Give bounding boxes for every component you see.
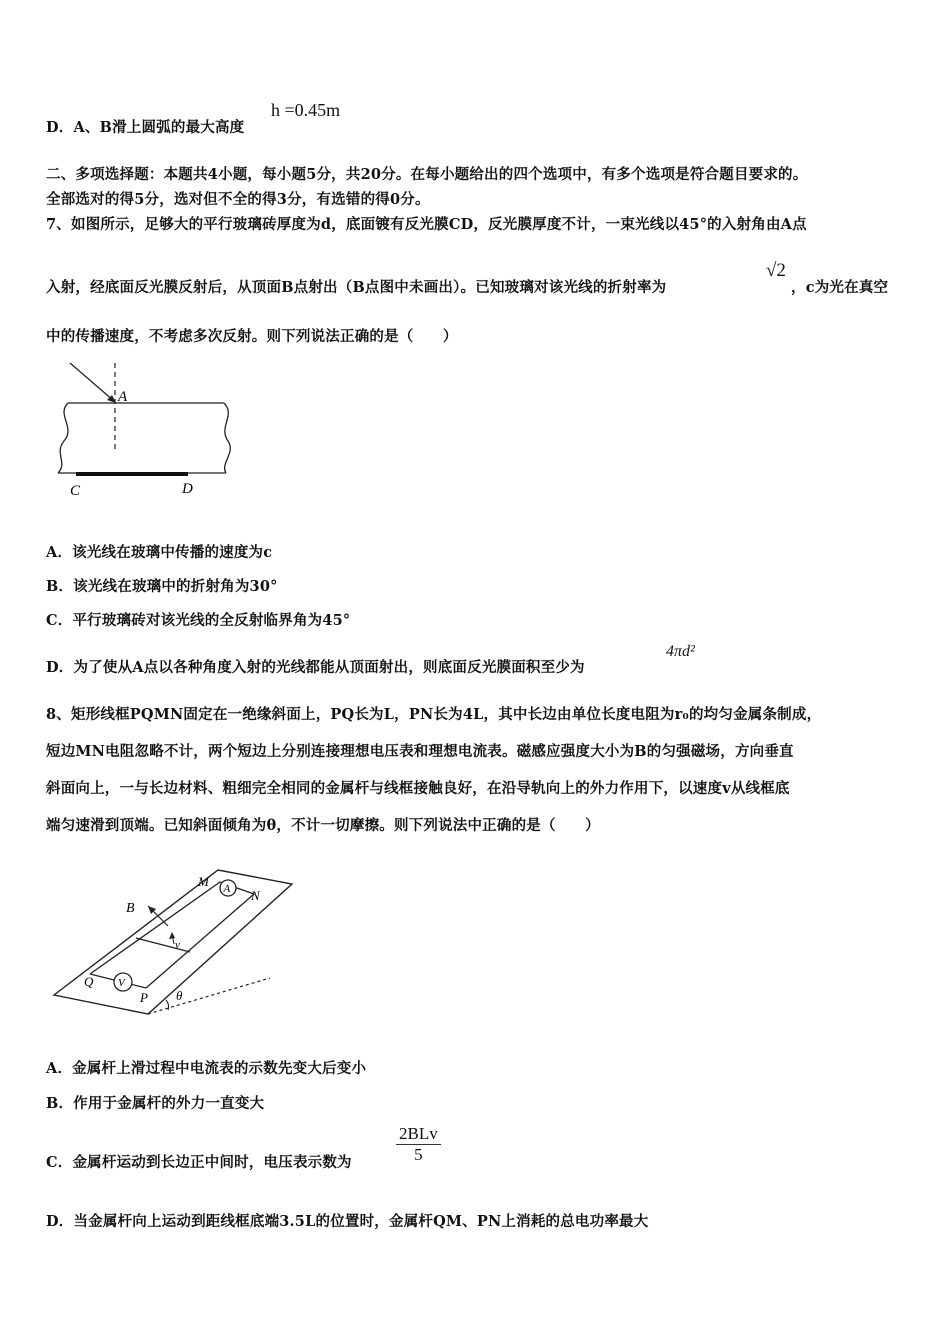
q7-option-d-formula: 4πd² [666,643,695,660]
q7-slab-right-break [224,403,230,473]
q8-voltmeter-label: V [118,977,125,989]
q6-option-d-formula: h =0.45m [271,100,341,120]
q8-ground-line [148,978,270,1014]
q6-option-d: D．A、B滑上圆弧的最大高度 [46,119,245,136]
q8-label-theta: θ [176,988,183,1003]
q7-stem-line1: 7、如图所示，足够大的平行玻璃砖厚度为d，底面镀有反光膜CD，反光膜厚度不计，一束光线以45°的入射角由A点 [46,216,807,233]
q7-option-d: D．为了使从A点以各种角度入射的光线都能从顶面射出，则底面反光膜面积至少为 [46,659,585,676]
q8-stem-line2: 短边MN电阻忽略不计，两个短边上分别连接理想电压表和理想电流表。磁感应强度大小为B的匀强磁场，方向垂直 [46,743,794,760]
q8-rail-pn [146,894,254,988]
q7-option-b: B．该光线在玻璃中的折射角为30° [46,578,278,595]
q8-label-p: P [140,990,148,1005]
q8-label-v: v [175,939,180,951]
q8-label-m: M [198,874,209,889]
q8-option-c-fraction [396,1124,441,1165]
q7-glass-slab-figure [50,355,250,505]
q8-rail-qm [90,882,220,974]
q7-label-d: D [182,481,193,497]
q7-stem-line2b: ，c为光在真空 [791,279,889,296]
q8-option-c: C．金属杆运动到长边正中间时，电压表示数为 [46,1154,352,1171]
q8-option-d: D．当金属杆向上运动到距线框底端3.5L的位置时，金属杆QM、PN上消耗的总电功率最大 [46,1213,649,1230]
q7-label-a: A [118,389,128,405]
q8-label-n: N [251,888,260,903]
q8-ammeter-label: A [223,883,231,895]
q8-frame-incline-figure [48,860,308,1020]
q7-sqrt2-formula: √2 [766,260,786,281]
q8-label-q: Q [84,974,94,989]
q7-reflective-film-cd [76,472,188,476]
section-header-line1: 二、多项选择题：本题共4小题，每小题5分，共20分。在每小题给出的四个选项中，有多个选项是符合题目要求的。 [46,166,808,183]
q8-metal-rod [136,938,190,952]
section-header-line2: 全部选对的得5分，选对但不全的得3分，有选错的得0分。 [46,191,430,208]
q7-slab-left-break [58,403,68,473]
q8-velocity-arrowhead [169,932,175,939]
q7-incident-ray [70,363,114,401]
q8-stem-line3: 斜面向上，一与长边材料、粗细完全相同的金属杆与线框接触良好，在沿导轨向上的外力作用下，以速度v从线框底 [46,780,790,797]
q8-label-b: B [126,901,135,916]
q7-option-c: C．平行玻璃砖对该光线的全反射临界角为45° [46,612,351,629]
q8-stem-line4: 端匀速滑到顶端。已知斜面倾角为θ，不计一切摩擦。则下列说法中正确的是（ ） [46,817,600,834]
q8-stem-line1: 8、矩形线框PQMN固定在一绝缘斜面上，PQ长为L，PN长为4L，其中长边由单位长度电阻为r₀的均匀金属条制成， [46,706,822,723]
q8-fraction-denominator: 5 [414,1145,423,1164]
q8-fraction-numerator: 2BLv [396,1124,441,1145]
q7-label-c: C [70,483,81,499]
q7-option-a: A．该光线在玻璃中传播的速度为c [46,544,273,561]
q8-option-b: B．作用于金属杆的外力一直变大 [46,1095,265,1112]
q7-stem-line3: 中的传播速度，不考虑多次反射。则下列说法正确的是（ ） [46,328,458,345]
q7-stem-line2a: 入射，经底面反光膜反射后，从顶面B点射出（B点图中未画出）。已知玻璃对该光线的折射率为 [46,279,667,296]
q8-option-a: A．金属杆上滑过程中电流表的示数先变大后变小 [46,1060,367,1077]
